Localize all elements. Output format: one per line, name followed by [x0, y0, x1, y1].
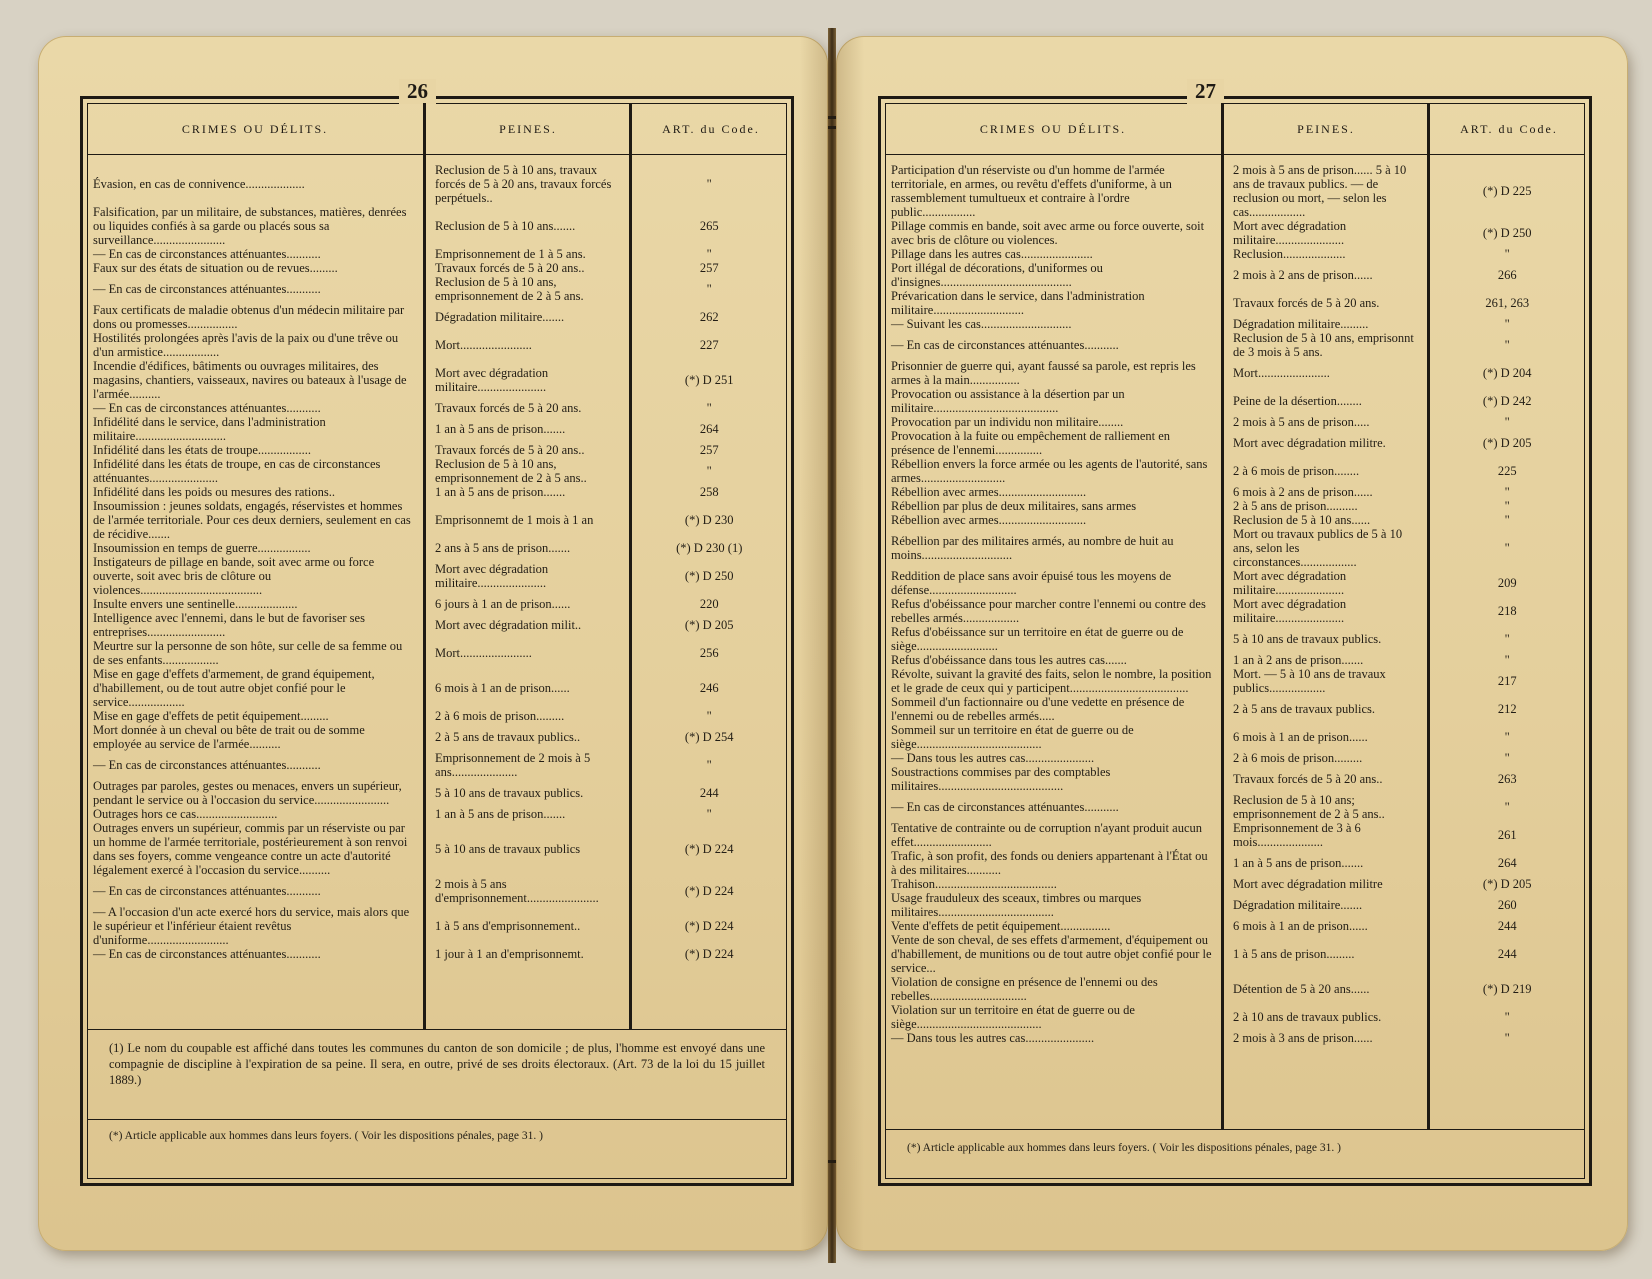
peine-cell: Emprisonnement de 1 à 5 ans. — [435, 247, 586, 261]
book-spine — [828, 28, 836, 1263]
crime-cell: Rébellion avec armes............................ — [891, 513, 1087, 527]
peine-cell: 6 mois à 1 an de prison...... — [1233, 730, 1368, 744]
crime-cell: Provocation à la fuite ou empêchement de ralliement en présence de l'ennemi............... — [891, 429, 1171, 457]
article-cell: (*) D 204 — [1482, 366, 1532, 380]
peine-cell: 1 à 5 ans de prison......... — [1233, 947, 1355, 961]
table-row — [885, 751, 1585, 765]
article-cell: 262 — [699, 310, 719, 324]
table-row — [87, 611, 787, 639]
article-cell: (*) D 224 — [684, 919, 734, 933]
peine-cell: 5 à 10 ans de travaux publics. — [1233, 632, 1382, 646]
crime-cell: — Dans tous les autres cas...................... — [891, 1031, 1095, 1045]
article-cell: (*) D 225 — [1482, 184, 1532, 198]
table-row — [87, 275, 787, 303]
page-27 — [836, 36, 1628, 1251]
peine-cell: 2 mois à 5 ans de prison...... 5 à 10 ans de travaux publics. — de reclusion ou mort, — selon les cas.................. — [1233, 163, 1407, 219]
crime-cell: Port illégal de décorations, d'uniformes ou d'insignes.......................................... — [891, 261, 1103, 289]
table-row — [87, 905, 787, 947]
table-row — [87, 359, 787, 401]
table-row — [885, 891, 1585, 919]
footnote-asterisk: (*) Article applicable aux hommes dans leurs foyers. ( Voir les dispositions pénales, page 31. ) — [87, 1119, 787, 1183]
table-row — [885, 667, 1585, 695]
article-cell: " — [706, 464, 712, 478]
article-cell: 246 — [699, 681, 719, 695]
crime-cell: Tentative de contrainte ou de corruption n'ayant produit aucun effet......................... — [891, 821, 1202, 849]
table-frame-right — [878, 79, 1592, 1186]
crime-cell: — En cas de circonstances atténuantes........... — [93, 884, 321, 898]
crime-cell: Infidélité dans les états de troupe, en cas de circonstances atténuantes...................... — [93, 457, 381, 485]
article-cell: " — [1504, 513, 1510, 527]
peine-cell: Travaux forcés de 5 à 20 ans. — [435, 401, 582, 415]
crime-cell: Soustractions commises par des comptables militaires........................................ — [891, 765, 1111, 793]
article-cell: (*) D 230 — [684, 513, 734, 527]
crime-cell: — En cas de circonstances atténuantes........... — [891, 338, 1119, 352]
table-row — [885, 877, 1585, 891]
peine-cell: Reclusion.................... — [1233, 247, 1346, 261]
table-row — [87, 303, 787, 331]
crime-cell: Vente de son cheval, de ses effets d'armement, d'équipement ou d'habillement, de munitions ou de tout autre objet confié pour le service... — [891, 933, 1212, 975]
table-header — [87, 103, 787, 155]
table-row — [885, 429, 1585, 457]
article-cell: 265 — [699, 219, 719, 233]
table-row — [87, 247, 787, 261]
crime-cell: Refus d'obéissance pour marcher contre l'ennemi ou contre des rebelles armés.................. — [891, 597, 1206, 625]
table-row — [87, 723, 787, 751]
peine-cell: Mort avec dégradation militaire...................... — [1233, 597, 1347, 625]
table-row — [87, 261, 787, 275]
crime-cell: Instigateurs de pillage en bande, soit avec arme ou force ouverte, soit avec bris de clôture ou violences....................................... — [93, 555, 375, 597]
peine-cell: 1 an à 5 ans de prison....... — [435, 807, 566, 821]
header-art: ART. du Code. — [1460, 122, 1558, 136]
crime-cell: Infidélité dans les poids ou mesures des rations.. — [93, 485, 335, 499]
peine-cell: 2 mois à 3 ans de prison...... — [1233, 1031, 1373, 1045]
table-body-left — [87, 163, 787, 1023]
peine-cell: Reclusion de 5 à 10 ans, emprisonnt de 3 mois à 5 ans. — [1233, 331, 1414, 359]
table-row — [885, 695, 1585, 723]
crime-cell: Provocation ou assistance à la désertion par un militaire........................................ — [891, 387, 1125, 415]
table-row — [87, 415, 787, 443]
article-cell: " — [1504, 415, 1510, 429]
peine-cell: Peine de la désertion........ — [1233, 394, 1362, 408]
article-cell: " — [1504, 751, 1510, 765]
crime-cell: Refus d'obéissance sur un territoire en état de guerre ou de siège.......................... — [891, 625, 1184, 653]
article-cell: " — [1504, 653, 1510, 667]
article-cell: (*) D 205 — [1482, 877, 1532, 891]
peine-cell: Reclusion de 5 à 10 ans...... — [1233, 513, 1371, 527]
crime-cell: Rébellion avec armes............................ — [891, 485, 1087, 499]
article-cell: 256 — [699, 646, 719, 660]
table-body-right — [885, 163, 1585, 1121]
crime-cell: Insoumission en temps de guerre................. — [93, 541, 311, 555]
table-row — [885, 849, 1585, 877]
crime-cell: — En cas de circonstances atténuantes........... — [93, 758, 321, 772]
peine-cell: Emprisonnemt de 1 mois à 1 an — [435, 513, 594, 527]
open-book — [28, 28, 1628, 1263]
article-cell: 261, 263 — [1485, 296, 1530, 310]
table-row — [87, 331, 787, 359]
table-row — [885, 289, 1585, 317]
article-cell: 260 — [1497, 898, 1517, 912]
article-cell: (*) D 250 — [684, 569, 734, 583]
table-row — [885, 499, 1585, 513]
peine-cell: 1 an à 5 ans de prison....... — [435, 422, 566, 436]
peine-cell: Reclusion de 5 à 10 ans, emprisonnement de 2 à 5 ans. — [435, 275, 584, 303]
table-header — [885, 103, 1585, 155]
crime-cell: Infidélité dans les états de troupe................. — [93, 443, 311, 457]
article-cell: " — [706, 282, 712, 296]
article-cell: (*) D 224 — [684, 842, 734, 856]
peine-cell: Mort avec dégradation militaire...................... — [1233, 569, 1347, 597]
peine-cell: Mort avec dégradation militre. — [1233, 436, 1386, 450]
table-row — [885, 653, 1585, 667]
table-row — [885, 975, 1585, 1003]
crime-cell: Incendie d'édifices, bâtiments ou ouvrages militaires, des magasins, chantiers, vaisseaux, navires ou bateaux à l'usage de l'armée.......... — [93, 359, 407, 401]
article-cell: 266 — [1497, 268, 1517, 282]
article-cell: (*) D 230 (1) — [676, 541, 743, 555]
peine-cell: 1 an à 5 ans de prison....... — [435, 485, 566, 499]
crime-cell: Trafic, à son profit, des fonds ou deniers appartenant à l'État ou à des militaires........... — [891, 849, 1208, 877]
table-row — [87, 807, 787, 821]
peine-cell: 2 à 5 ans de travaux publics.. — [435, 730, 581, 744]
crime-cell: Outrages hors ce cas.......................... — [93, 807, 278, 821]
article-cell: 244 — [1497, 919, 1517, 933]
crime-cell: Rébellion par plus de deux militaires, sans armes — [891, 499, 1137, 513]
table-row — [885, 163, 1585, 219]
table-row — [885, 597, 1585, 625]
peine-cell: 2 à 6 mois de prison........ — [1233, 464, 1360, 478]
crime-cell: — A l'occasion d'un acte exercé hors du service, mais alors que le supérieur et l'inférieur étaient revêtus d'uniforme.......................... — [93, 905, 410, 947]
crime-cell: Outrages envers un supérieur, commis par un réserviste ou par un homme de l'armée territoriale, postérieurement à son renvoi dans ses foyers, comme vengeance contre un acte d'autorité légalement exercé à l'occasion du service.......... — [93, 821, 408, 877]
crime-cell: Prévarication dans le service, dans l'administration militaire............................. — [891, 289, 1145, 317]
peine-cell: 6 jours à 1 an de prison...... — [435, 597, 571, 611]
table-row — [87, 751, 787, 779]
table-row — [885, 415, 1585, 429]
article-cell: 217 — [1497, 674, 1517, 688]
crime-cell: Faux certificats de maladie obtenus d'un médecin militaire par dons ou promesses................ — [93, 303, 405, 331]
peine-cell: Travaux forcés de 5 à 20 ans.. — [435, 261, 585, 275]
peine-cell: Mort avec dégradation milit.. — [435, 618, 582, 632]
article-cell: 244 — [1497, 947, 1517, 961]
article-cell: (*) D 224 — [684, 947, 734, 961]
crime-cell: — Dans tous les autres cas...................... — [891, 751, 1095, 765]
table-row — [885, 569, 1585, 597]
table-row — [885, 219, 1585, 247]
article-cell: " — [1504, 317, 1510, 331]
table-row — [87, 821, 787, 877]
table-row — [87, 485, 787, 499]
peine-cell: Mort ou travaux publics de 5 à 10 ans, selon les circonstances.................. — [1233, 527, 1403, 569]
article-cell: 220 — [699, 597, 719, 611]
table-row — [87, 163, 787, 205]
crime-cell: Outrages par paroles, gestes ou menaces, envers un supérieur, pendant le service ou à l'occasion du service........................ — [93, 779, 402, 807]
table-row — [885, 723, 1585, 751]
peine-cell: Travaux forcés de 5 à 20 ans. — [1233, 296, 1380, 310]
article-cell: " — [1504, 632, 1510, 646]
crime-cell: Mise en gage d'effets d'armement, de grand équipement, d'habillement, ou de tout autre objet confié pour le service.................. — [93, 667, 375, 709]
article-cell: " — [706, 709, 712, 723]
peine-cell: 2 à 5 ans de travaux publics. — [1233, 702, 1376, 716]
footnote-asterisk: (*) Article applicable aux hommes dans leurs foyers. ( Voir les dispositions pénales, page 31. ) — [885, 1129, 1585, 1183]
crime-cell: Sommeil sur un territoire en état de guerre ou de siège........................................ — [891, 723, 1134, 751]
article-cell: " — [706, 177, 712, 191]
table-row — [885, 247, 1585, 261]
article-cell: (*) D 205 — [1482, 436, 1532, 450]
crime-cell: Insulte envers une sentinelle.................... — [93, 597, 298, 611]
peine-cell: 6 mois à 1 an de prison...... — [435, 681, 570, 695]
crime-cell: Violation sur un territoire en état de guerre ou de siège........................................ — [891, 1003, 1135, 1031]
article-cell: 225 — [1497, 464, 1517, 478]
article-cell: 264 — [699, 422, 719, 436]
table-row — [87, 639, 787, 667]
peine-cell: Reclusion de 5 à 10 ans, emprisonnement de 2 à 5 ans.. — [435, 457, 587, 485]
peine-cell: Emprisonnement de 3 à 6 mois..................... — [1233, 821, 1361, 849]
peine-cell: 2 mois à 2 ans de prison...... — [1233, 268, 1373, 282]
peine-cell: Reclusion de 5 à 10 ans, travaux forcés de 5 à 20 ans, travaux forcés perpétuels.. — [435, 163, 612, 205]
table-row — [87, 443, 787, 457]
peine-cell: 1 à 5 ans d'emprisonnement.. — [435, 919, 581, 933]
article-cell: " — [706, 758, 712, 772]
crime-cell: Pillage commis en bande, soit avec arme ou force ouverte, soit avec bris de clôture ou violences. — [891, 219, 1205, 247]
article-cell: 227 — [699, 338, 719, 352]
crime-cell: — Suivant les cas............................. — [891, 317, 1072, 331]
peine-cell: Travaux forcés de 5 à 20 ans.. — [435, 443, 585, 457]
table-row — [885, 261, 1585, 289]
crime-cell: Insoumission : jeunes soldats, engagés, réservistes et hommes de l'armée territoriale. Pour ces deux derniers, seulement en cas de récidive....... — [93, 499, 411, 541]
crime-cell: Prisonnier de guerre qui, ayant faussé sa parole, est repris les armes à la main................ — [891, 359, 1196, 387]
crime-cell: Faux sur des états de situation ou de revues......... — [93, 261, 338, 275]
peine-cell: Mort avec dégradation militre — [1233, 877, 1383, 891]
table-row — [87, 541, 787, 555]
table-row — [885, 933, 1585, 975]
crime-cell: Infidélité dans le service, dans l'administration militaire............................. — [93, 415, 326, 443]
table-row — [885, 359, 1585, 387]
peine-cell: 2 à 6 mois de prison......... — [1233, 751, 1363, 765]
crime-cell: Meurtre sur la personne de son hôte, sur celle de sa femme ou de ses enfants.................. — [93, 639, 403, 667]
crime-cell: Rébellion par des militaires armés, au nombre de huit au moins............................. — [891, 534, 1174, 562]
peine-cell: Mort....................... — [435, 338, 532, 352]
table-row — [87, 597, 787, 611]
article-cell: (*) D 250 — [1482, 226, 1532, 240]
crime-cell: Refus d'obéissance dans tous les autres cas....... — [891, 653, 1127, 667]
crime-cell: — En cas de circonstances atténuantes........... — [93, 247, 321, 261]
peine-cell: Dégradation militaire....... — [1233, 898, 1363, 912]
article-cell: (*) D 224 — [684, 884, 734, 898]
peine-cell: Dégradation militaire......... — [1233, 317, 1369, 331]
article-cell: " — [1504, 499, 1510, 513]
table-row — [885, 513, 1585, 527]
article-cell: " — [1504, 730, 1510, 744]
crime-cell: Hostilités prolongées après l'avis de la paix ou d'une trêve ou d'un armistice.................. — [93, 331, 399, 359]
peine-cell: 1 jour à 1 an d'emprisonnemt. — [435, 947, 584, 961]
table-row — [87, 555, 787, 597]
footnote-1: (1) Le nom du coupable est affiché dans toutes les communes du canton de son domicile ; de plus, l'homme est envoyé dans une compagnie de discipline à l'expiration de sa peine. Il sera, en outre, privé de ses droits électoraux. (Art. 73 de la loi du 15 juillet 1889.) — [87, 1029, 787, 1119]
table-row — [87, 499, 787, 541]
table-row — [87, 667, 787, 709]
table-row — [885, 1031, 1585, 1045]
crime-cell: Révolte, suivant la gravité des faits, selon le nombre, la position et le grade de ceux qui y participent...................................... — [891, 667, 1212, 695]
peine-cell: Reclusion de 5 à 10 ans....... — [435, 219, 576, 233]
crime-cell: Intelligence avec l'ennemi, dans le but de favoriser ses entreprises......................... — [93, 611, 365, 639]
peine-cell: Mort avec dégradation militaire...................... — [435, 562, 549, 590]
peine-cell: 5 à 10 ans de travaux publics — [435, 842, 581, 856]
table-row — [885, 317, 1585, 331]
article-cell: (*) D 251 — [684, 373, 734, 387]
table-row — [87, 205, 787, 247]
crime-cell: — En cas de circonstances atténuantes........... — [891, 800, 1119, 814]
crime-cell: — En cas de circonstances atténuantes........... — [93, 401, 321, 415]
table-row — [885, 457, 1585, 485]
header-crimes: CRIMES OU DÉLITS. — [181, 122, 329, 136]
peine-cell: Mort avec dégradation militaire...................... — [1233, 219, 1347, 247]
peine-cell: Emprisonnement de 2 mois à 5 ans..................... — [435, 751, 591, 779]
article-cell: (*) D 254 — [684, 730, 734, 744]
crime-cell: Évasion, en cas de connivence................... — [93, 177, 305, 191]
article-cell: " — [1504, 1031, 1510, 1045]
peine-cell: 2 mois à 5 ans d'emprisonnement....................... — [435, 877, 599, 905]
page-26 — [38, 36, 828, 1251]
peine-cell: 1 an à 2 ans de prison....... — [1233, 653, 1364, 667]
article-cell: " — [706, 247, 712, 261]
table-row — [885, 527, 1585, 569]
peine-cell: 2 mois à 5 ans de prison..... — [1233, 415, 1370, 429]
crime-cell: Falsification, par un militaire, de substances, matières, denrées ou liquides confiés à sa garde ou placés sous sa surveillance....................... — [93, 205, 407, 247]
peine-cell: Mort....................... — [1233, 366, 1330, 380]
table-row — [885, 625, 1585, 653]
article-cell: 257 — [699, 443, 719, 457]
header-crimes: CRIMES OU DÉLITS. — [979, 122, 1127, 136]
crime-cell: Reddition de place sans avoir épuisé tous les moyens de défense............................ — [891, 569, 1172, 597]
table-row — [885, 765, 1585, 793]
peine-cell: Dégradation militaire....... — [435, 310, 565, 324]
table-row — [885, 821, 1585, 849]
crime-cell: Mort donnée à un cheval ou bête de trait ou de somme employée au service de l'armée.......... — [93, 723, 365, 751]
peine-cell: Reclusion de 5 à 10 ans; emprisonnement de 2 à 5 ans.. — [1233, 793, 1385, 821]
peine-cell: 5 à 10 ans de travaux publics. — [435, 786, 584, 800]
article-cell: 263 — [1497, 772, 1517, 786]
article-cell: (*) D 205 — [684, 618, 734, 632]
crime-cell: Sommeil d'un factionnaire ou d'une vedette en présence de l'ennemi ou de rebelles armés..... — [891, 695, 1185, 723]
article-cell: 218 — [1497, 604, 1517, 618]
article-cell: " — [1504, 485, 1510, 499]
article-cell: 244 — [699, 786, 719, 800]
table-row — [885, 919, 1585, 933]
crime-cell: Pillage dans les autres cas....................... — [891, 247, 1093, 261]
crime-cell: Rébellion envers la force armée ou les agents de l'autorité, sans armes........................... — [891, 457, 1208, 485]
table-row — [87, 457, 787, 485]
crime-cell: — En cas de circonstances atténuantes........... — [93, 947, 321, 961]
article-cell: 212 — [1497, 702, 1517, 716]
table-row — [885, 793, 1585, 821]
table-row — [87, 877, 787, 905]
table-frame-left — [80, 79, 794, 1186]
article-cell: 257 — [699, 261, 719, 275]
article-cell: 209 — [1497, 576, 1517, 590]
peine-cell: Mort. — 5 à 10 ans de travaux publics.................. — [1233, 667, 1386, 695]
article-cell: " — [706, 401, 712, 415]
table-row — [87, 779, 787, 807]
table-row — [87, 709, 787, 723]
page-number: 27 — [1187, 79, 1224, 104]
crime-cell: Violation de consigne en présence de l'ennemi ou des rebelles............................... — [891, 975, 1158, 1003]
article-cell: " — [1504, 541, 1510, 555]
article-cell: 264 — [1497, 856, 1517, 870]
table-row — [87, 401, 787, 415]
article-cell: " — [1504, 338, 1510, 352]
peine-cell: 6 mois à 1 an de prison...... — [1233, 919, 1368, 933]
article-cell: 258 — [699, 485, 719, 499]
page-number: 26 — [399, 79, 436, 104]
peine-cell: Travaux forcés de 5 à 20 ans.. — [1233, 772, 1383, 786]
crime-cell: Participation d'un réserviste ou d'un homme de l'armée territoriale, en armes, ou revêtu d'effets d'uniforme, à un rassemblement tumultueux et contraire à l'ordre public................. — [891, 163, 1172, 219]
crime-cell: Mise en gage d'effets de petit équipement......... — [93, 709, 329, 723]
article-cell: " — [1504, 800, 1510, 814]
header-art: ART. du Code. — [662, 122, 760, 136]
peine-cell: 2 à 6 mois de prison......... — [435, 709, 565, 723]
table-row — [885, 387, 1585, 415]
peine-cell: Mort avec dégradation militaire...................... — [435, 366, 549, 394]
peine-cell: 2 à 10 ans de travaux publics. — [1233, 1010, 1382, 1024]
peine-cell: Détention de 5 à 20 ans...... — [1233, 982, 1370, 996]
crime-cell: Trahison....................................... — [891, 877, 1057, 891]
article-cell: (*) D 219 — [1482, 982, 1532, 996]
crime-cell: Usage frauduleux des sceaux, timbres ou marques militaires..................................... — [891, 891, 1142, 919]
article-cell: " — [706, 807, 712, 821]
article-cell: " — [1504, 1010, 1510, 1024]
table-row — [885, 1003, 1585, 1031]
table-row — [87, 947, 787, 961]
article-cell: (*) D 242 — [1482, 394, 1532, 408]
article-cell: " — [1504, 247, 1510, 261]
peine-cell: 1 an à 5 ans de prison....... — [1233, 856, 1364, 870]
peine-cell: Mort....................... — [435, 646, 532, 660]
crime-cell: Provocation par un individu non militaire........ — [891, 415, 1124, 429]
crime-cell: — En cas de circonstances atténuantes........... — [93, 282, 321, 296]
header-peines: PEINES. — [1297, 122, 1355, 136]
article-cell: 261 — [1497, 828, 1517, 842]
table-row — [885, 331, 1585, 359]
peine-cell: 2 à 5 ans de prison.......... — [1233, 499, 1358, 513]
peine-cell: 6 mois à 2 ans de prison...... — [1233, 485, 1373, 499]
table-row — [885, 485, 1585, 499]
peine-cell: 2 ans à 5 ans de prison....... — [435, 541, 571, 555]
crime-cell: Vente d'effets de petit équipement................ — [891, 919, 1111, 933]
header-peines: PEINES. — [499, 122, 557, 136]
